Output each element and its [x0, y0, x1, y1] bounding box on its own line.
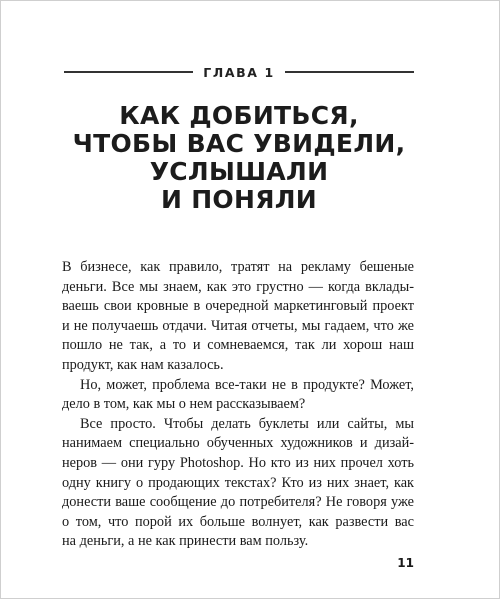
body-line: о том, что порой их больше волнует, как развести вас: [62, 513, 414, 530]
body-line: Все просто. Чтобы делать буклеты или сайты, мы: [80, 415, 414, 432]
body-line: нанимаем специально обученных художников и дизай-: [62, 435, 414, 452]
body-line: Но, может, проблема все-таки не в продукте? Может,: [80, 376, 414, 393]
page-number: 11: [397, 556, 414, 570]
chapter-title: [60, 102, 418, 214]
body-line: В бизнесе, как правило, тратят на рекламу бешеные: [62, 259, 414, 275]
body-line: донести ваше сообщение до потребителя? Не говоря уже: [62, 494, 414, 511]
body-line: и не получаешь отдачи. Читая отчеты, мы гадаем, что же: [62, 317, 414, 334]
body-line: дело в том, как мы о нем рассказываем?: [62, 396, 306, 413]
body-text: [62, 258, 414, 552]
body-line: деньги. Все мы знаем, как это грустно — когда вклады-: [62, 278, 414, 295]
body-line: продукт, как нам казалось.: [62, 356, 224, 373]
chapter-header: [64, 62, 414, 82]
body-line: пошло не так, а то и сомневаемся, так ли хорош наш: [62, 337, 414, 354]
chapter-title-line: И ПОНЯЛИ: [160, 185, 318, 214]
chapter-title-line: УСЛЫШАЛИ: [149, 157, 329, 186]
chapter-rule-right: [285, 71, 414, 72]
chapter-title-line: КАК ДОБИТЬСЯ,: [119, 101, 359, 130]
chapter-label: ГЛАВА 1: [203, 64, 275, 80]
body-line: неров — они гуру Photoshop. Но кто из них прочел хоть: [62, 454, 414, 471]
body-line: ваешь свои кровные в очередной маркетинговый проект: [62, 298, 414, 315]
body-line: одну книгу о продающих текстах? Кто из них знает, как: [62, 474, 414, 491]
chapter-title-line: ЧТОБЫ ВАС УВИДЕЛИ,: [72, 129, 406, 158]
chapter-rule-left: [64, 71, 193, 72]
body-line: на деньги, а не как принести вам пользу.: [62, 533, 309, 550]
